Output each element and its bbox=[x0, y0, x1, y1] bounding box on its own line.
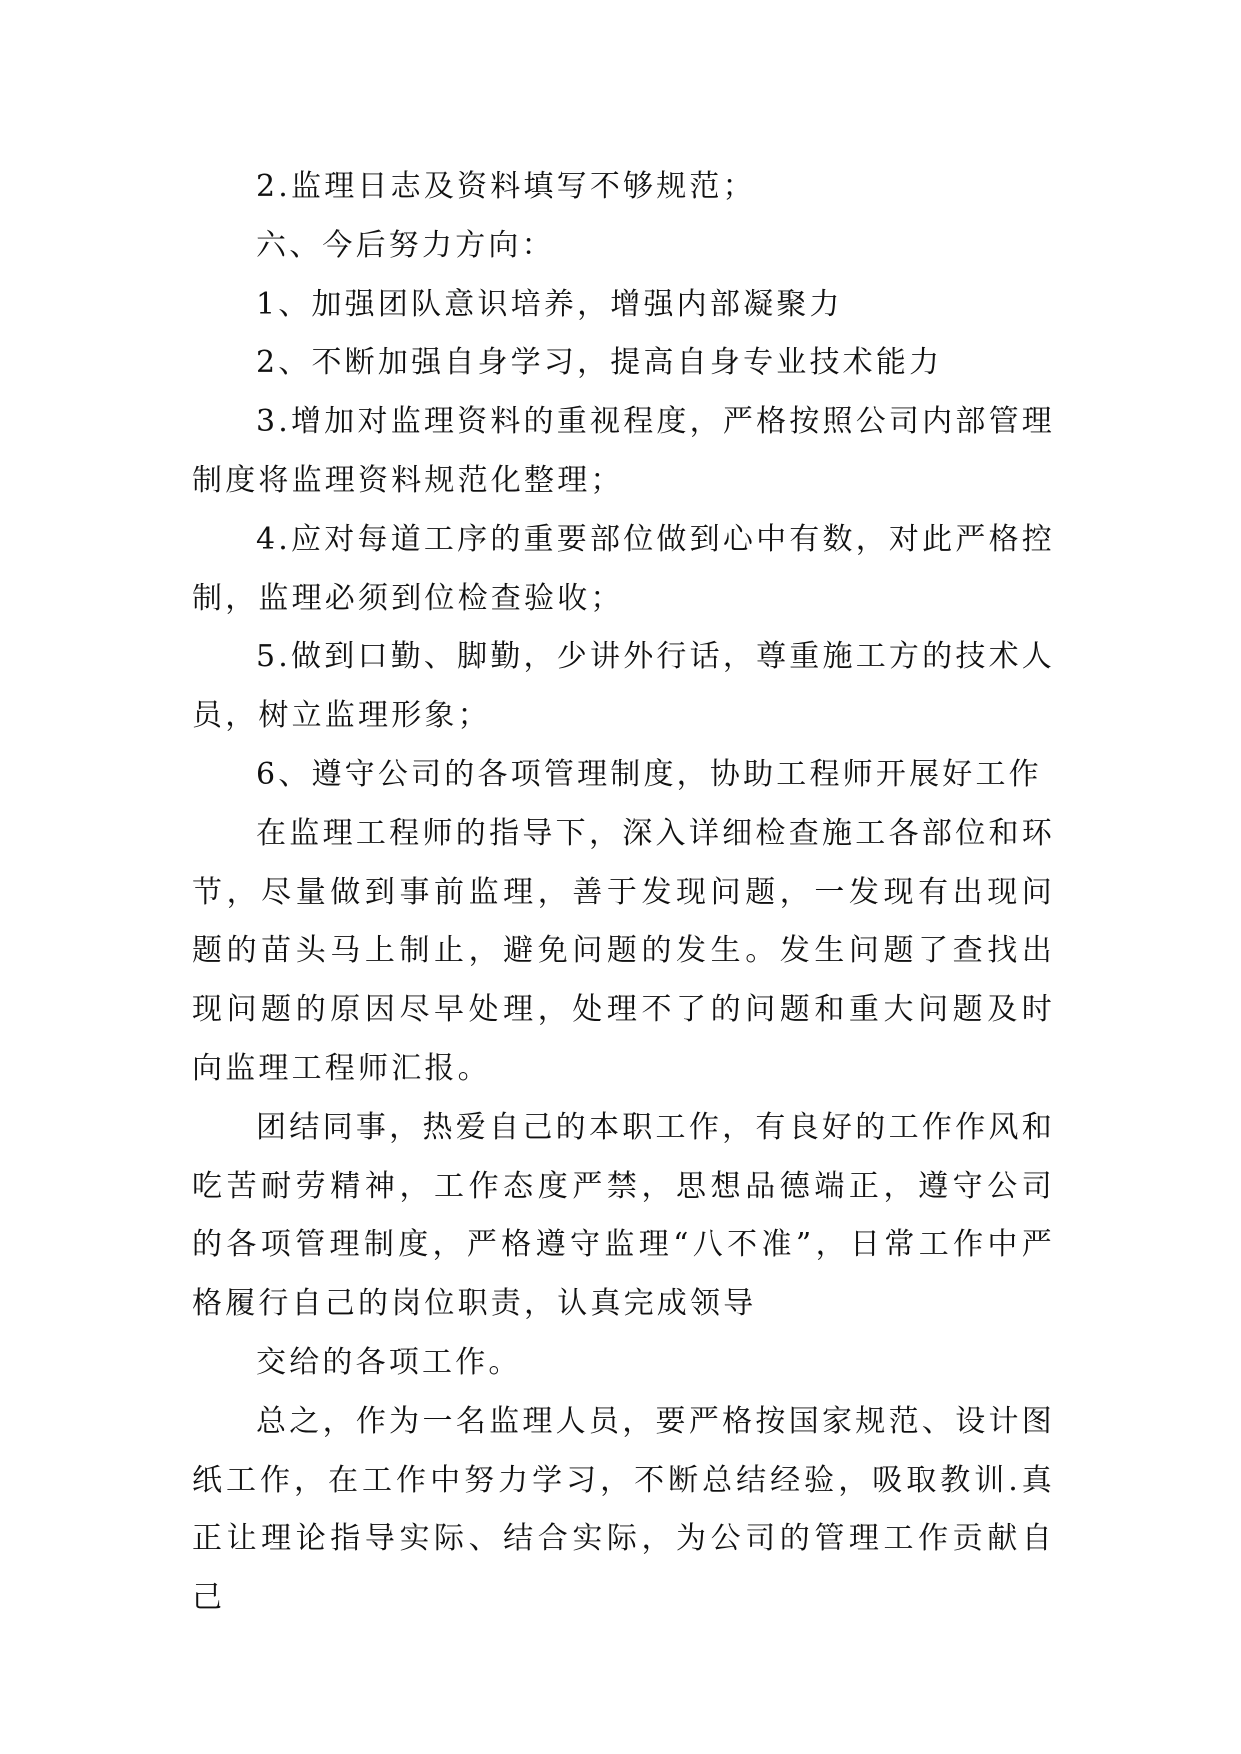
paragraph-direction-6: 6、遵守公司的各项管理制度，协助工程师开展好工作 bbox=[256, 756, 1042, 792]
paragraph-issue-2: 2.监理日志及资料填写不够规范； bbox=[256, 169, 756, 204]
paragraph-direction-1: 1、加强团队意识培养，增强内部凝聚力 bbox=[256, 286, 843, 322]
paragraph-conclusion: 总之，作为一名监理人员，要严格按国家规范、设计图纸工作，在工作中努力学习，不断总结经验，吸取教训.真正让理论指导实际、结合实际，为公司的管理工作贡献自己 bbox=[192, 1403, 1055, 1616]
document-body bbox=[192, 158, 1055, 1628]
paragraph-direction-5: 5.做到口勤、脚勤，少讲外行话，尊重施工方的技术人员，树立监理形象； bbox=[192, 639, 1055, 734]
paragraph-direction-2: 2、不断加强自身学习，提高自身专业技术能力 bbox=[256, 345, 943, 381]
paragraph-direction-3: 3.增加对监理资料的重视程度，严格按照公司内部管理制度将监理资料规范化整理； bbox=[192, 404, 1055, 498]
paragraph-guidance: 在监理工程师的指导下，深入详细检查施工各部位和环节，尽量做到事前监理，善于发现问题，一发现有出现问题的苗头马上制止，避免问题的发生。发生问题了查找出现问题的原因尽早处理，处理不了的问题和重大问题及时向监理工程师汇报。 bbox=[192, 815, 1055, 1086]
paragraph-teamwork: 团结同事，热爱自己的本职工作，有良好的工作作风和吃苦耐劳精神，工作态度严禁，思想品德端正，遵守公司的各项管理制度，严格遵守监理“八不准”，日常工作中严格履行自己的岗位职责，认真完成领导 bbox=[192, 1109, 1055, 1322]
paragraph-direction-4: 4.应对每道工序的重要部位做到心中有数，对此严格控制，监理必须到位检查验收； bbox=[192, 521, 1055, 616]
paragraph-teamwork-continued: 交给的各项工作。 bbox=[256, 1344, 522, 1380]
section-heading-future-direction: 六、今后努力方向： bbox=[256, 227, 555, 263]
